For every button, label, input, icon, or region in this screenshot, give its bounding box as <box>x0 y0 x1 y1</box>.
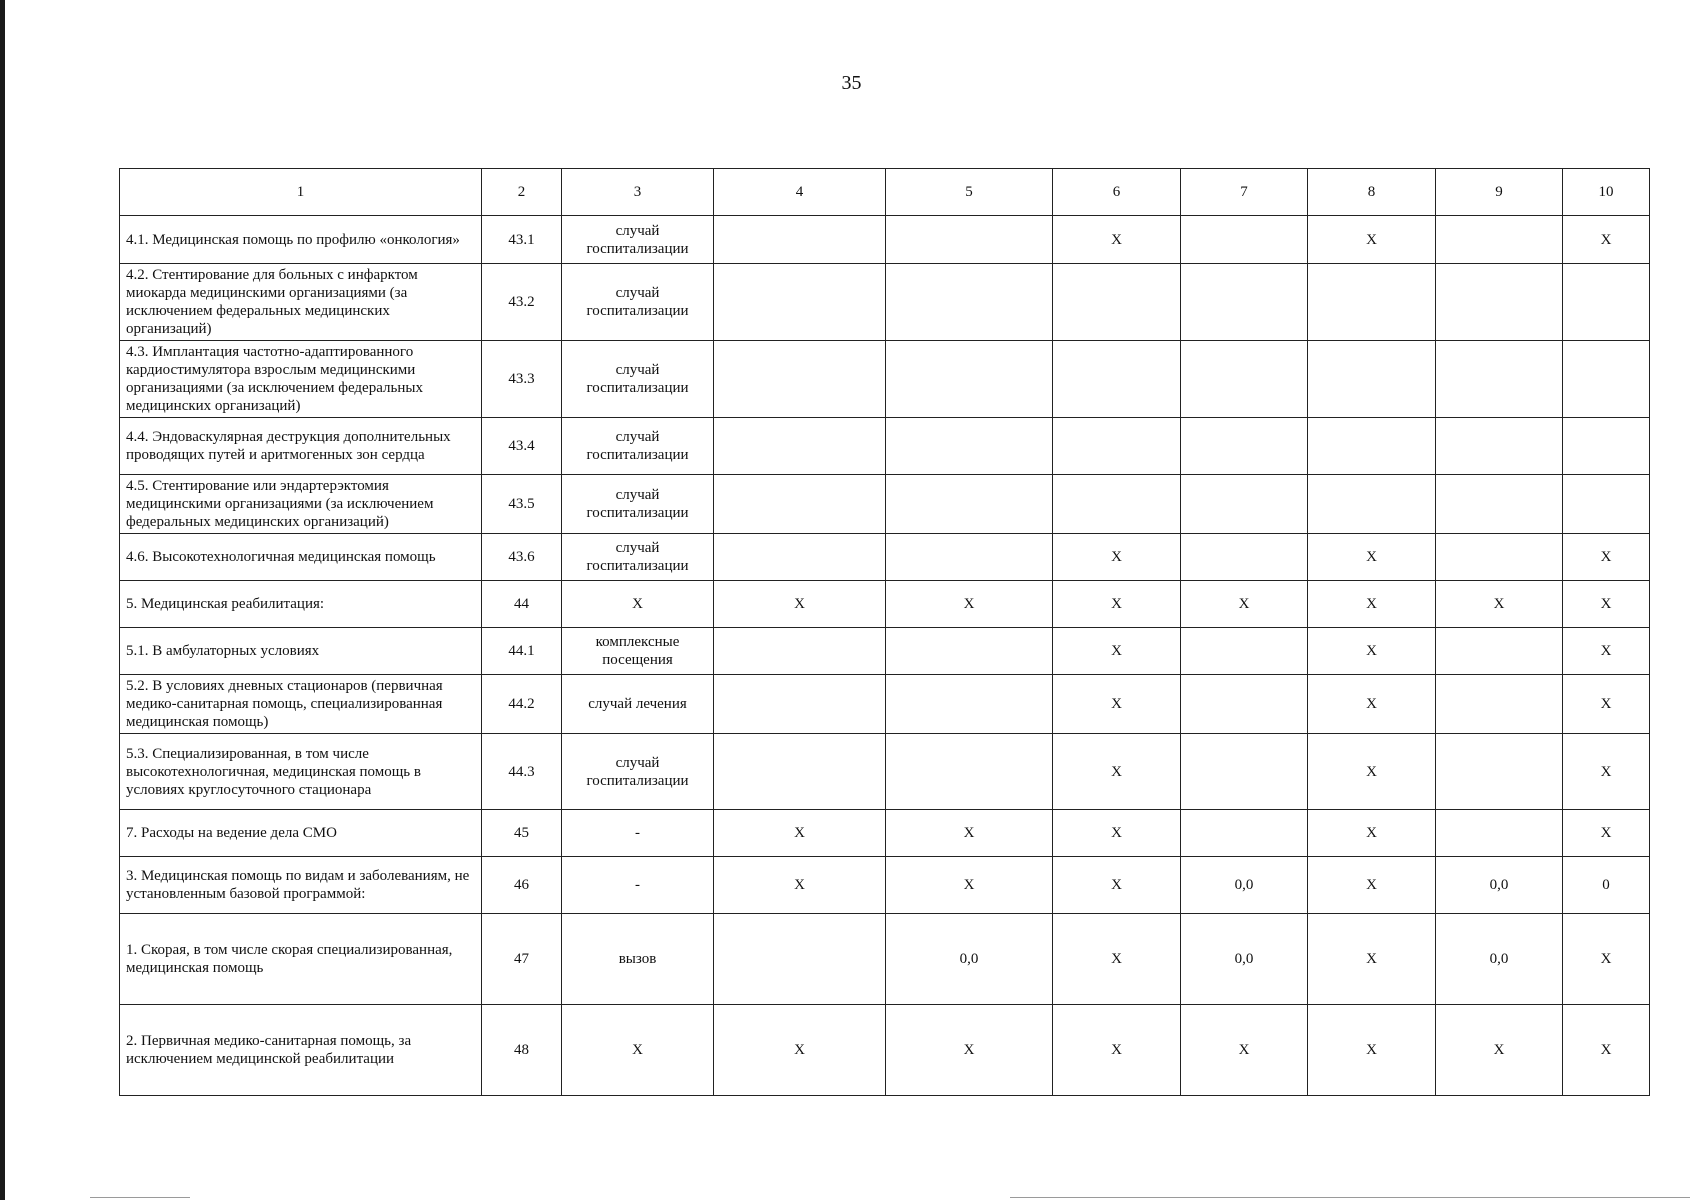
cell-col7 <box>1181 341 1308 418</box>
cell-col6: Х <box>1053 734 1181 810</box>
cell-col6 <box>1053 341 1181 418</box>
header-cell-6: 6 <box>1053 169 1181 216</box>
row-code: 47 <box>482 914 562 1005</box>
cell-col7 <box>1181 534 1308 581</box>
table-row <box>120 216 1650 264</box>
row-name: 5.3. Специализированная, в том числе высокотехнологичная, медицинская помощь в условиях круглосуточного стационара <box>120 734 482 810</box>
cell-col9 <box>1436 475 1563 534</box>
cell-col9 <box>1436 341 1563 418</box>
row-name: 5. Медицинская реабилитация: <box>120 581 482 628</box>
cell-col5: Х <box>886 581 1053 628</box>
cell-col4 <box>714 734 886 810</box>
cell-col10: Х <box>1563 914 1650 1005</box>
table-row <box>120 418 1650 475</box>
cell-col9: Х <box>1436 581 1563 628</box>
table-row <box>120 1005 1650 1096</box>
cell-col7 <box>1181 475 1308 534</box>
cell-col10: Х <box>1563 628 1650 675</box>
row-unit: случай госпитализации <box>562 216 714 264</box>
cell-col9: 0,0 <box>1436 857 1563 914</box>
header-row <box>120 169 1650 216</box>
cell-col8: Х <box>1308 914 1436 1005</box>
cell-col7 <box>1181 216 1308 264</box>
table-row <box>120 475 1650 534</box>
cell-col10: Х <box>1563 734 1650 810</box>
row-unit: случай лечения <box>562 675 714 734</box>
cell-col6: Х <box>1053 216 1181 264</box>
cell-col6 <box>1053 475 1181 534</box>
row-code: 44.2 <box>482 675 562 734</box>
cell-col7: 0,0 <box>1181 914 1308 1005</box>
header-cell-7: 7 <box>1181 169 1308 216</box>
cell-col7 <box>1181 810 1308 857</box>
cell-col6: Х <box>1053 675 1181 734</box>
table-row <box>120 914 1650 1005</box>
cell-col8: Х <box>1308 857 1436 914</box>
row-name: 3. Медицинская помощь по видам и заболеваниям, не установленным базовой программой: <box>120 857 482 914</box>
row-name: 4.3. Имплантация частотно-адаптированного кардиостимулятора взрослым медицинскими организациями (за исключением федеральных медицинских организаций) <box>120 341 482 418</box>
row-unit: случай госпитализации <box>562 475 714 534</box>
cell-col5: Х <box>886 1005 1053 1096</box>
row-code: 45 <box>482 810 562 857</box>
cell-col5 <box>886 628 1053 675</box>
row-unit: случай госпитализации <box>562 418 714 475</box>
cell-col5 <box>886 341 1053 418</box>
cell-col8: Х <box>1308 1005 1436 1096</box>
table-row <box>120 810 1650 857</box>
row-unit: комплексные посещения <box>562 628 714 675</box>
row-code: 43.3 <box>482 341 562 418</box>
row-name: 1. Скорая, в том числе скорая специализированная, медицинская помощь <box>120 914 482 1005</box>
table-row <box>120 581 1650 628</box>
row-code: 44.3 <box>482 734 562 810</box>
row-unit: - <box>562 857 714 914</box>
cell-col10 <box>1563 475 1650 534</box>
cell-col9 <box>1436 216 1563 264</box>
cell-col7 <box>1181 628 1308 675</box>
row-unit: случай госпитализации <box>562 264 714 341</box>
cell-col8 <box>1308 264 1436 341</box>
row-name: 4.2. Стентирование для больных с инфарктом миокарда медицинскими организациями (за исключением федеральных медицинских организаций) <box>120 264 482 341</box>
cell-col9 <box>1436 628 1563 675</box>
cell-col9 <box>1436 810 1563 857</box>
row-name: 4.5. Стентирование или эндартерэктомия медицинскими организациями (за исключением федеральных медицинских организаций) <box>120 475 482 534</box>
cell-col9 <box>1436 264 1563 341</box>
cell-col7 <box>1181 675 1308 734</box>
cell-col10: Х <box>1563 1005 1650 1096</box>
row-code: 43.2 <box>482 264 562 341</box>
header-cell-1: 1 <box>120 169 482 216</box>
cell-col8 <box>1308 475 1436 534</box>
cell-col7 <box>1181 418 1308 475</box>
page-number: 35 <box>841 72 862 94</box>
row-unit: Х <box>562 1005 714 1096</box>
cell-col4 <box>714 475 886 534</box>
table-row <box>120 734 1650 810</box>
cell-col5 <box>886 734 1053 810</box>
cell-col6: Х <box>1053 581 1181 628</box>
cell-col9: Х <box>1436 1005 1563 1096</box>
header-cell-8: 8 <box>1308 169 1436 216</box>
scan-edge-bottom-left <box>90 1197 190 1198</box>
cell-col9 <box>1436 418 1563 475</box>
cell-col10: Х <box>1563 581 1650 628</box>
cell-col4 <box>714 628 886 675</box>
row-name: 4.4. Эндоваскулярная деструкция дополнительных проводящих путей и аритмогенных зон сердца <box>120 418 482 475</box>
cell-col4 <box>714 216 886 264</box>
cell-col9 <box>1436 534 1563 581</box>
cell-col8 <box>1308 341 1436 418</box>
row-code: 44 <box>482 581 562 628</box>
cell-col5 <box>886 216 1053 264</box>
table-row <box>120 341 1650 418</box>
row-unit: вызов <box>562 914 714 1005</box>
cell-col4: Х <box>714 581 886 628</box>
cell-col7 <box>1181 264 1308 341</box>
data-table <box>119 168 1650 1096</box>
row-name: 5.2. В условиях дневных стационаров (первичная медико-санитарная помощь, специализированная медицинская помощь) <box>120 675 482 734</box>
cell-col5 <box>886 418 1053 475</box>
cell-col6: Х <box>1053 534 1181 581</box>
cell-col6: Х <box>1053 914 1181 1005</box>
row-code: 44.1 <box>482 628 562 675</box>
header-cell-10: 10 <box>1563 169 1650 216</box>
cell-col6: Х <box>1053 810 1181 857</box>
cell-col6 <box>1053 264 1181 341</box>
cell-col5 <box>886 475 1053 534</box>
row-unit: - <box>562 810 714 857</box>
row-name: 4.6. Высокотехнологичная медицинская помощь <box>120 534 482 581</box>
cell-col8: Х <box>1308 628 1436 675</box>
cell-col4: Х <box>714 810 886 857</box>
cell-col4 <box>714 675 886 734</box>
cell-col6: Х <box>1053 1005 1181 1096</box>
cell-col4 <box>714 341 886 418</box>
row-unit: Х <box>562 581 714 628</box>
row-unit: случай госпитализации <box>562 341 714 418</box>
cell-col8: Х <box>1308 216 1436 264</box>
header-cell-9: 9 <box>1436 169 1563 216</box>
cell-col10 <box>1563 341 1650 418</box>
header-cell-4: 4 <box>714 169 886 216</box>
cell-col8: Х <box>1308 581 1436 628</box>
cell-col8: Х <box>1308 675 1436 734</box>
cell-col10 <box>1563 418 1650 475</box>
scan-edge-left <box>0 0 5 1200</box>
row-unit: случай госпитализации <box>562 734 714 810</box>
cell-col5 <box>886 675 1053 734</box>
row-name: 4.1. Медицинская помощь по профилю «онкология» <box>120 216 482 264</box>
cell-col7: Х <box>1181 581 1308 628</box>
cell-col5 <box>886 534 1053 581</box>
scan-edge-bottom-right <box>1010 1197 1690 1198</box>
header-cell-3: 3 <box>562 169 714 216</box>
row-name: 2. Первичная медико-санитарная помощь, за исключением медицинской реабилитации <box>120 1005 482 1096</box>
cell-col8: Х <box>1308 534 1436 581</box>
cell-col6: Х <box>1053 857 1181 914</box>
cell-col4: Х <box>714 1005 886 1096</box>
cell-col5: Х <box>886 810 1053 857</box>
cell-col6 <box>1053 418 1181 475</box>
cell-col10: 0 <box>1563 857 1650 914</box>
cell-col10: Х <box>1563 810 1650 857</box>
row-code: 46 <box>482 857 562 914</box>
cell-col9 <box>1436 734 1563 810</box>
cell-col10: Х <box>1563 216 1650 264</box>
row-code: 43.4 <box>482 418 562 475</box>
table-row <box>120 857 1650 914</box>
cell-col7: 0,0 <box>1181 857 1308 914</box>
cell-col8: Х <box>1308 810 1436 857</box>
cell-col8: Х <box>1308 734 1436 810</box>
cell-col4 <box>714 914 886 1005</box>
cell-col6: Х <box>1053 628 1181 675</box>
cell-col5: Х <box>886 857 1053 914</box>
cell-col4: Х <box>714 857 886 914</box>
row-code: 48 <box>482 1005 562 1096</box>
cell-col9: 0,0 <box>1436 914 1563 1005</box>
row-code: 43.6 <box>482 534 562 581</box>
cell-col10 <box>1563 264 1650 341</box>
cell-col4 <box>714 534 886 581</box>
row-code: 43.1 <box>482 216 562 264</box>
row-unit: случай госпитализации <box>562 534 714 581</box>
table-row <box>120 675 1650 734</box>
cell-col10: Х <box>1563 534 1650 581</box>
cell-col4 <box>714 418 886 475</box>
header-cell-2: 2 <box>482 169 562 216</box>
cell-col8 <box>1308 418 1436 475</box>
cell-col7 <box>1181 734 1308 810</box>
cell-col5 <box>886 264 1053 341</box>
cell-col5: 0,0 <box>886 914 1053 1005</box>
table-row <box>120 628 1650 675</box>
table-row <box>120 264 1650 341</box>
cell-col4 <box>714 264 886 341</box>
row-name: 7. Расходы на ведение дела СМО <box>120 810 482 857</box>
row-code: 43.5 <box>482 475 562 534</box>
table-row <box>120 534 1650 581</box>
cell-col9 <box>1436 675 1563 734</box>
row-name: 5.1. В амбулаторных условиях <box>120 628 482 675</box>
header-cell-5: 5 <box>886 169 1053 216</box>
cell-col7: Х <box>1181 1005 1308 1096</box>
cell-col10: Х <box>1563 675 1650 734</box>
